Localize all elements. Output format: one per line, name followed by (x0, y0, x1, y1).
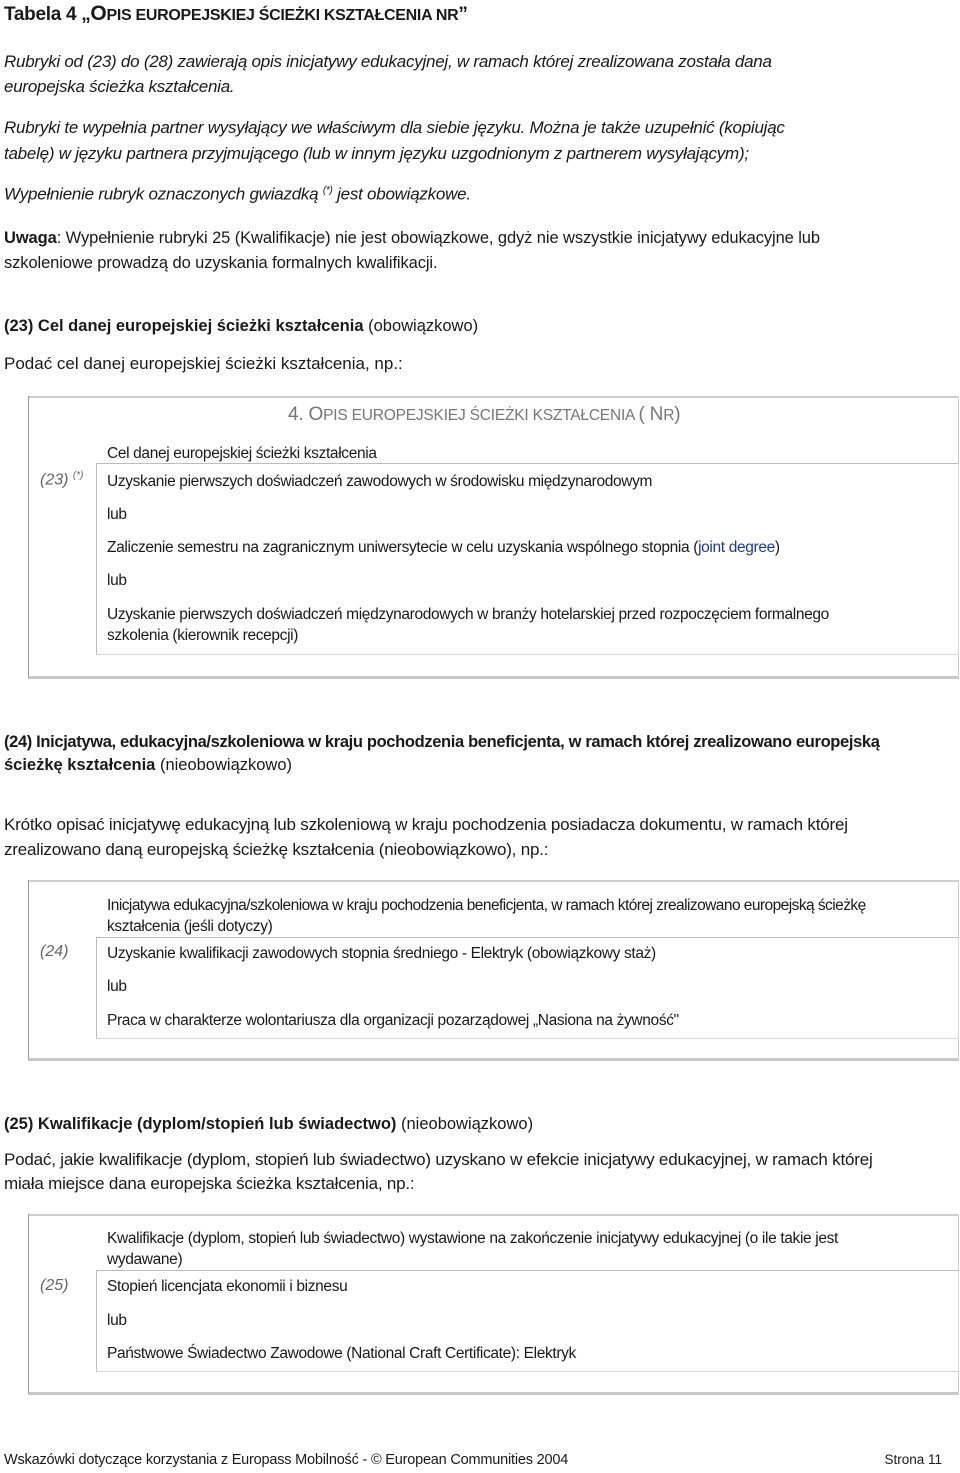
s23-value-2-a: Zaliczenie semestru na zagranicznym uniwersytecie w celu uzyskania wspólnego stopnia ( (107, 539, 699, 556)
intro-line1: Rubryki od (23) do (28) zawierają opis inicjatywy edukacyjnej, w ramach której zrealizowana została dana (4, 52, 772, 71)
s25-or-1: lub (107, 1312, 127, 1329)
s23-heading-suffix: (obowiązkowo) (363, 317, 479, 335)
s25-heading-suffix: (nieobowiązkowo) (396, 1115, 534, 1133)
s23-row-label (40, 470, 83, 489)
intro-line5-a: Wypełnienie rubryk oznaczonych gwiazdką (4, 184, 323, 204)
s23-field-label: Cel danej europejskiej ścieżki kształcenia (107, 445, 377, 462)
intro-line5-b: jest obowiązkowe. (332, 184, 471, 204)
s23-or-2: lub (107, 572, 127, 589)
intro-line3: Rubryki te wypełnia partner wysyłający we właściwym dla siebie języku. Można je także uzupełnić (kopiując (4, 118, 785, 137)
s23-header-num: 4. (288, 404, 309, 425)
s24-heading-line1: (24) Inicjatywa, edukacyjna/szkoleniowa w kraju pochodzenia beneficjenta, w ramach której zrealizowano europejską (4, 733, 880, 751)
s24-or-1: lub (107, 978, 127, 995)
s23-header-rest: PIS EUROPEJSKIEJ ŚCIEŻKI KSZTAŁCENIA (323, 407, 639, 424)
s23-header-n: N (649, 404, 664, 425)
s23-prompt: Podać cel danej europejskiej ścieżki kształcenia, np.: (4, 354, 403, 373)
s23-value-2 (107, 537, 780, 559)
title-quote-close: ” (458, 4, 468, 25)
s24-field-label-line2: kształcenia (jeśli dotyczy) (107, 918, 273, 935)
s23-row-label-num: (23) (40, 471, 69, 489)
intro-line5 (4, 178, 471, 207)
s24-heading-suffix: (nieobowiązkowo) (155, 756, 293, 774)
s23-heading-bold: (23) Cel danej europejskiej ścieżki kształcenia (4, 317, 364, 335)
s23-header-r: R (663, 407, 675, 424)
note-label: Uwaga (4, 229, 57, 247)
s23-value-3-line2: szkolenia (kierownik recepcji) (107, 627, 299, 644)
s24-value-1: Uzyskanie kwalifikacji zawodowych stopnia średniego - Elektryk (obowiązkowy staż) (107, 945, 656, 962)
intro-line5-star: (*) (322, 185, 333, 196)
s23-form-header (288, 404, 680, 426)
s23-frame-topline (29, 396, 958, 398)
page-number: Strona 11 (884, 1452, 942, 1467)
note-line2: szkoleniowe prowadzą do uzyskania formalnych kwalifikacji. (4, 254, 438, 272)
s25-frame-topline (29, 1214, 958, 1216)
s23-value-3-line1: Uzyskanie pierwszych doświadczeń międzynarodowych w branży hotelarskiej przed rozpoczęciem formalnego (107, 606, 829, 623)
s25-value-2: Państwowe Świadectwo Zawodowe (National Craft Certificate): Elektryk (107, 1345, 576, 1362)
s23-row-label-star: (*) (72, 470, 84, 481)
s23-heading (4, 314, 478, 338)
s24-heading-bold: ścieżkę kształcenia (4, 756, 156, 774)
title-cap: O (90, 2, 107, 25)
table-title (4, 2, 468, 26)
s25-value-1: Stopień licencjata ekonomii i biznesu (107, 1278, 348, 1295)
s24-frame-topline (29, 880, 958, 882)
footer-text: Wskazówki dotyczące korzystania z Europass Mobilność - © European Communities 2004 (4, 1452, 569, 1468)
s23-header-paren-open: ( (638, 404, 650, 425)
s25-heading-bold: (25) Kwalifikacje (dyplom/stopień lub świadectwo) (4, 1115, 397, 1133)
intro-line2: europejska ścieżka kształcenia. (4, 77, 235, 96)
s24-field-label-line1: Inicjatywa edukacyjna/szkoleniowa w kraju pochodzenia beneficjenta, w ramach której zrealizowano europejską ścieżkę (107, 897, 866, 914)
title-prefix: Tabela 4 (4, 4, 77, 25)
s25-heading (4, 1112, 533, 1136)
s25-field-label-line1: Kwalifikacje (dyplom, stopień lub świadectwo) wystawione na zakończenie inicjatywy edukacyjnej (o ile takie jest (107, 1230, 838, 1247)
s23-header-cap: O (308, 404, 324, 425)
s24-prompt-line1: Krótko opisać inicjatywę edukacyjną lub szkoleniową w kraju pochodzenia posiadacza dokumentu, w ramach której (4, 815, 848, 834)
title-quote-open: „ (81, 4, 91, 25)
s23-value-2-b: ) (774, 539, 780, 556)
s24-value-2: Praca w charakterze wolontariusza dla organizacji pozarządowej „Nasiona na żywność" (107, 1012, 679, 1029)
note-line1 (4, 226, 820, 250)
s23-or-1: lub (107, 506, 127, 523)
s24-prompt-line2: zrealizowano daną europejską ścieżkę kształcenia (nieobowiązkowo), np.: (4, 840, 549, 859)
s25-field-label-line2: wydawane) (107, 1251, 183, 1268)
s25-prompt-line1: Podać, jakie kwalifikacje (dyplom, stopień lub świadectwo) uzyskano w efekcie inicjatywy edukacyjnej, w ramach której (4, 1150, 873, 1169)
s25-row-label: (25) (40, 1277, 69, 1294)
s24-row-label: (24) (40, 943, 69, 960)
note-text: : Wypełnienie rubryki 25 (Kwalifikacje) nie jest obowiązkowe, gdyż nie wszystkie inicjatywy edukacyjne lub (56, 229, 820, 247)
s23-joint-degree: joint degree (698, 539, 775, 556)
s25-prompt-line2: miała miejsce dana europejska ścieżka kształcenia, np.: (4, 1174, 415, 1193)
intro-line4: tabelę) w języku partnera przyjmującego (lub w innym języku uzgodnionym z partnerem wysyłającym); (4, 144, 749, 163)
title-rest: PIS EUROPEJSKIEJ ŚCIEŻKI KSZTAŁCENIA NR (106, 7, 459, 24)
s23-header-paren-close: ) (674, 404, 681, 425)
s23-value-1: Uzyskanie pierwszych doświadczeń zawodowych w środowisku międzynarodowym (107, 473, 653, 490)
s24-heading-line2 (4, 753, 292, 777)
